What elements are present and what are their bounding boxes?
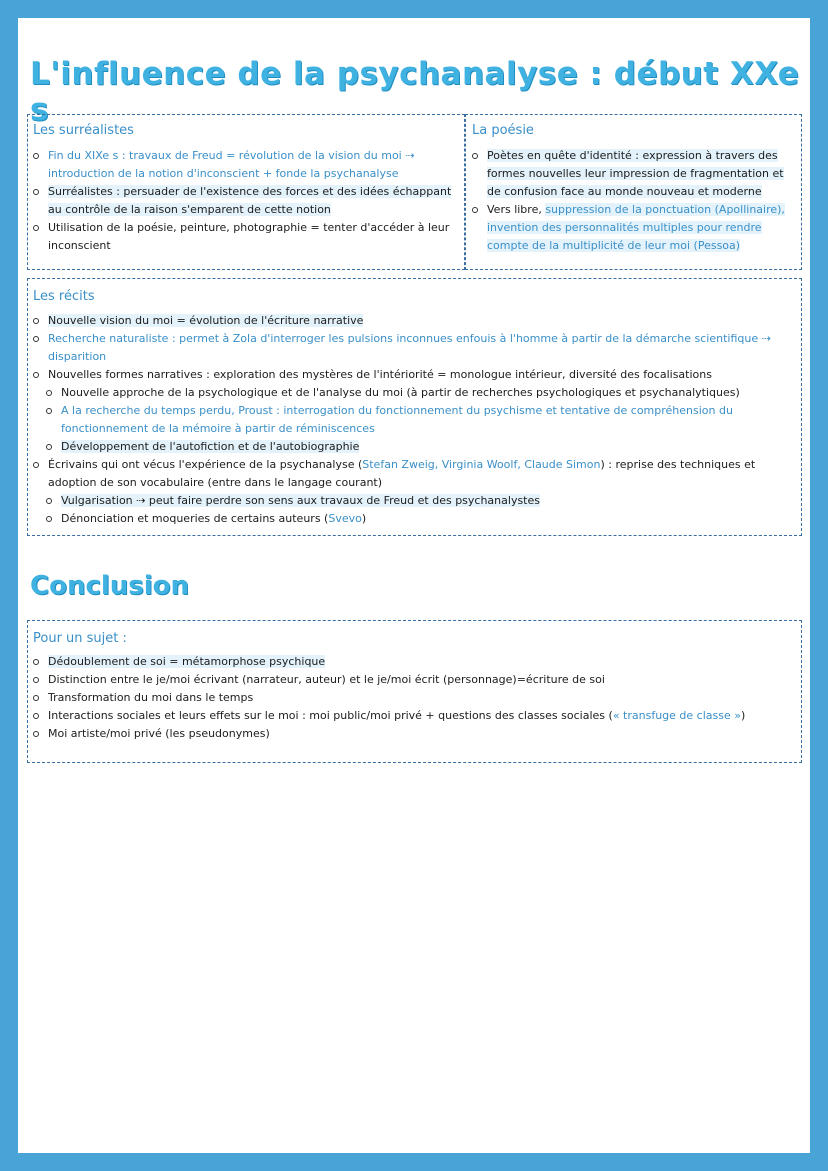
list-item: Dénonciation et moqueries de certains auteurs (Svevo) <box>61 510 796 528</box>
recits-heading: Les récits <box>33 289 95 304</box>
list-item: Écrivains qui ont vécus l'expérience de la psychanalyse (Stefan Zweig, Virginia Woolf, Claude Simon) : reprise des techniques et adoption de son vocabulaire (entre dans le langage courant) <box>48 456 796 492</box>
list-item: Moi artiste/moi privé (les pseudonymes) <box>48 725 796 743</box>
list-item: Nouvelle approche de la psychologique et de l'analyse du moi (à partir de recherches psychologiques et psychanalytiques) <box>61 384 796 402</box>
list-item: Distinction entre le je/moi écrivant (narrateur, auteur) et le je/moi écrit (personnage)=écriture de soi <box>48 671 796 689</box>
list-item: Utilisation de la poésie, peinture, photographie = tenter d'accéder à leur inconscient <box>48 219 453 255</box>
list-item: Vers libre, suppression de la ponctuation (Apollinaire), invention des personnalités multiples pour rendre compte de la multiplicité de leur moi (Pessoa) <box>487 201 795 255</box>
page <box>18 18 810 1153</box>
list-item: Vulgarisation ⇢ peut faire perdre son sens aux travaux de Freud et des psychanalystes <box>61 492 796 510</box>
conclusion-heading: Pour un sujet : <box>33 631 127 646</box>
list-item: A la recherche du temps perdu, Proust : interrogation du fonctionnement du psychisme et tentative de compréhension du fonctionnement de la mémoire à partir de réminiscences <box>61 402 796 438</box>
page-title: L'influence de la psychanalyse : début XXe s <box>30 56 800 128</box>
list-item: Nouvelles formes narratives : exploration des mystères de l'intériorité = monologue intérieur, diversité des focalisations <box>48 366 796 384</box>
list-item: Recherche naturaliste : permet à Zola d'interroger les pulsions inconnues enfouis à l'homme à partir de la démarche scientifique ⇢ disparition <box>48 330 796 366</box>
recits-box <box>27 278 802 536</box>
conclusion-box <box>27 620 802 763</box>
surrealistes-list <box>48 147 453 255</box>
list-item: Nouvelle vision du moi = évolution de l'écriture narrative <box>48 312 796 330</box>
conclusion-list <box>48 653 796 743</box>
list-item: Transformation du moi dans le temps <box>48 689 796 707</box>
list-item: Développement de l'autofiction et de l'autobiographie <box>61 438 796 456</box>
surrealistes-heading: Les surréalistes <box>33 123 134 138</box>
poesie-box <box>465 114 802 270</box>
list-item: Surréalistes : persuader de l'existence des forces et des idées échappant au contrôle de la raison s'emparent de cette notion <box>48 183 453 219</box>
conclusion-title: Conclusion <box>30 571 190 601</box>
recits-list <box>48 312 796 528</box>
list-item: Poètes en quête d'identité : expression à travers des formes nouvelles leur impression de fragmentation et de confusion face au monde nouveau et moderne <box>487 147 795 201</box>
list-item: Dédoublement de soi = métamorphose psychique <box>48 653 796 671</box>
poesie-list <box>487 147 795 255</box>
surrealistes-box <box>27 114 465 270</box>
list-item: Interactions sociales et leurs effets sur le moi : moi public/moi privé + questions des classes sociales (« transfuge de classe ») <box>48 707 796 725</box>
poesie-heading: La poésie <box>472 123 534 138</box>
list-item: Fin du XIXe s : travaux de Freud = révolution de la vision du moi ⇢ introduction de la notion d'inconscient + fonde la psychanalyse <box>48 147 453 183</box>
